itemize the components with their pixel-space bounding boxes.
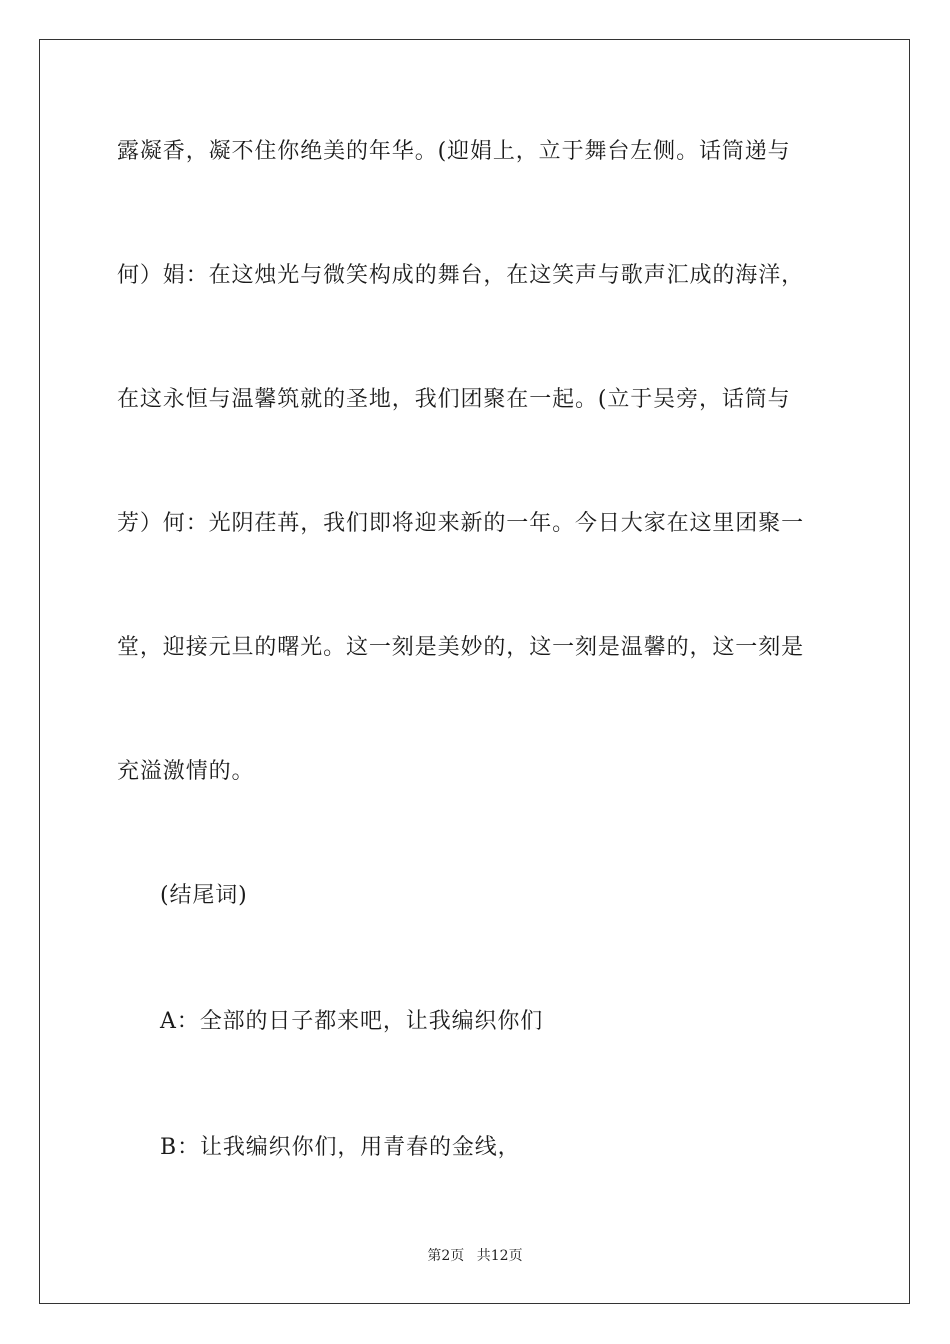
paragraph-line-3: 在这永恒与温馨筑就的圣地，我们团聚在一起。(立于吴旁，话筒与 [117,387,791,412]
dialogue-line-a: A：全部的日子都来吧，让我编织你们 [160,1009,544,1034]
paragraph-line-1: 露凝香，凝不住你绝美的年华。(迎娟上，立于舞台左侧。话筒递与 [117,139,791,164]
paragraph-line-5: 堂，迎接元旦的曙光。这一刻是美妙的，这一刻是温馨的，这一刻是 [117,635,805,660]
dialogue-line-b: B：让我编织你们，用青春的金线， [160,1135,521,1160]
page-number: 第2页 [427,1248,465,1264]
paragraph-line-6: 充溢激情的。 [117,759,255,784]
section-heading: (结尾词) [160,883,248,908]
page-footer [0,1247,950,1265]
paragraph-line-2: 何）娟：在这烛光与微笑构成的舞台，在这笑声与歌声汇成的海洋， [117,263,805,288]
paragraph-line-4: 芳）何：光阴荏苒，我们即将迎来新的一年。今日大家在这里团聚一 [117,511,805,536]
page-total: 共12页 [476,1248,523,1264]
page-frame [39,39,910,1304]
